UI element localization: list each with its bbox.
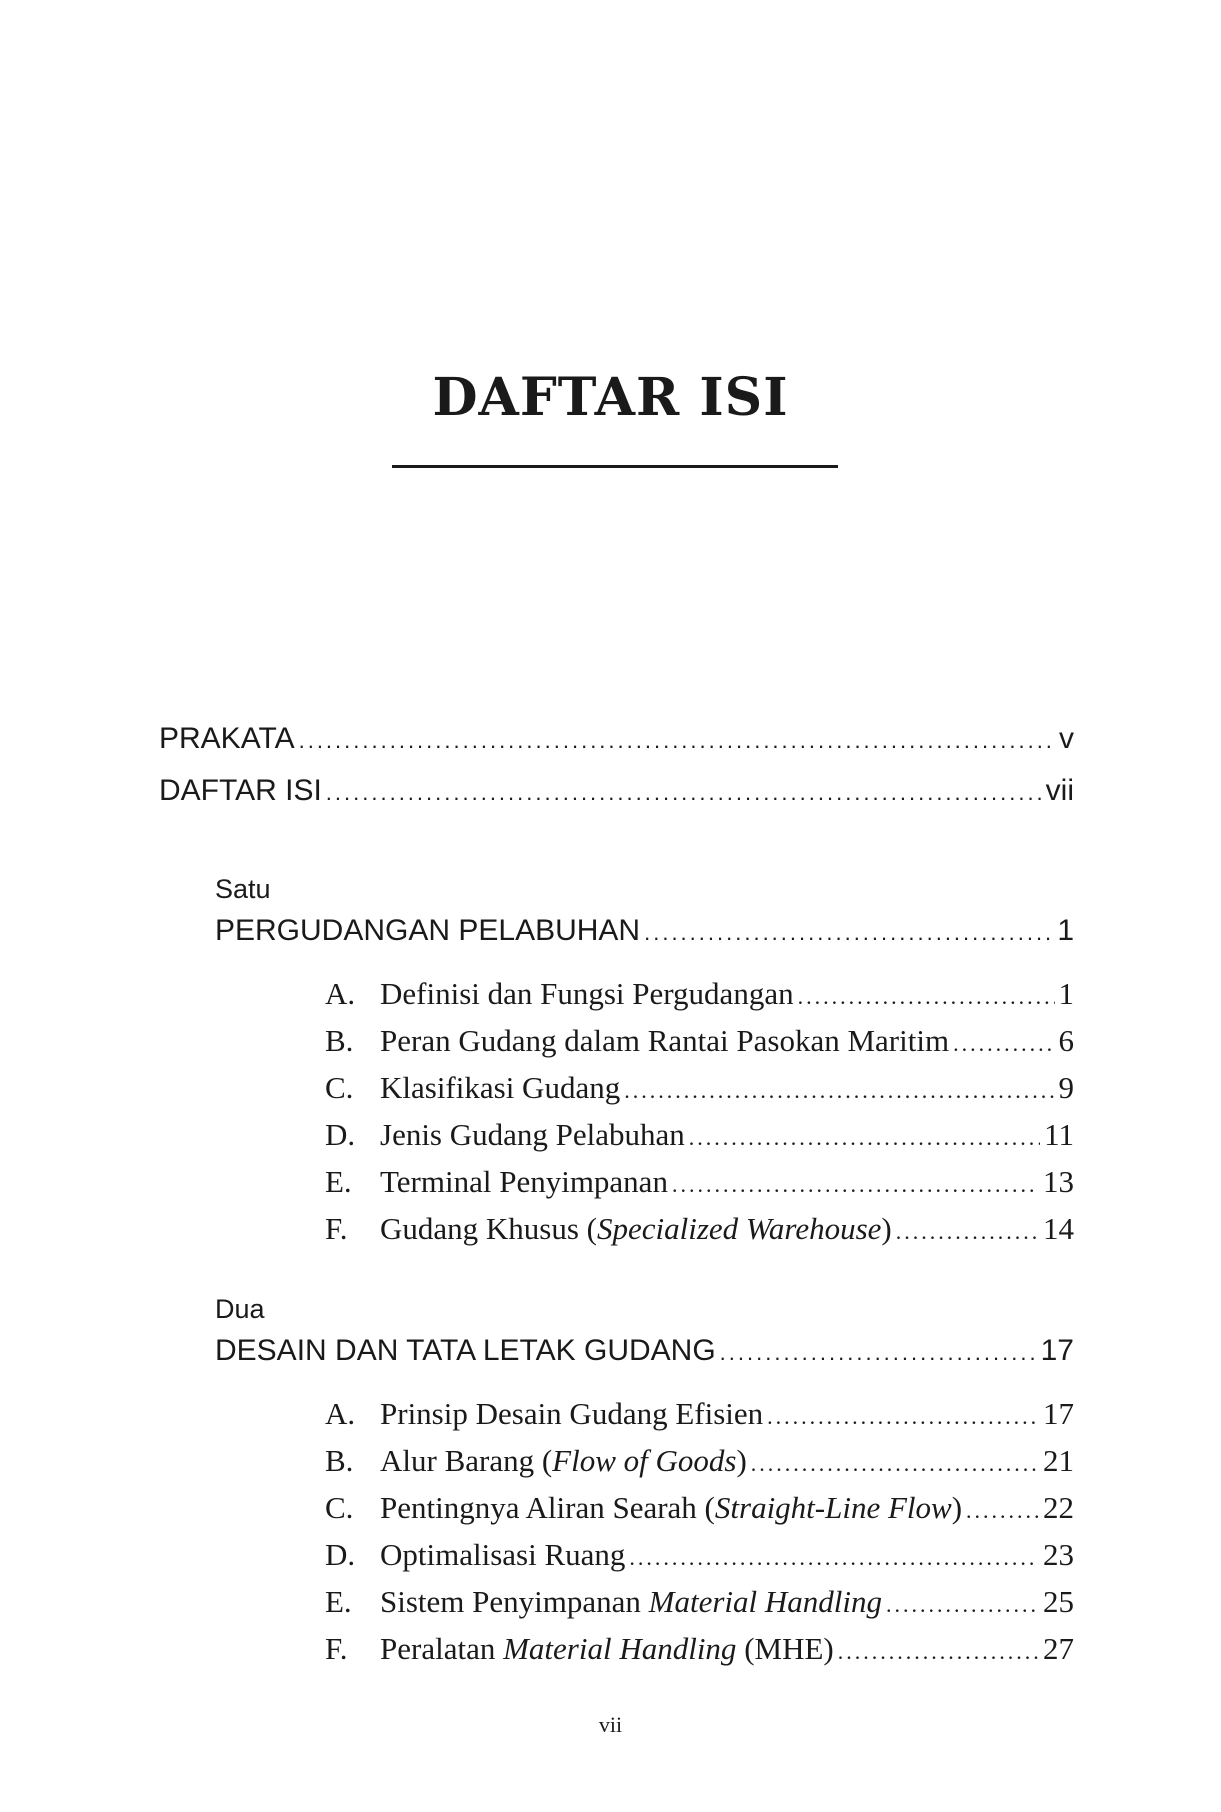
dot-leader <box>629 1545 1039 1571</box>
section-title: Definisi dan Fungsi Pergudangan <box>380 976 794 1011</box>
dot-leader <box>644 920 1053 946</box>
chapter-entry[interactable] <box>215 914 1074 948</box>
section-entry[interactable] <box>325 1490 1074 1526</box>
section-letter: A. <box>325 1396 356 1431</box>
section-page: 13 <box>1043 1164 1074 1199</box>
section-page: 1 <box>1058 976 1074 1011</box>
dot-leader <box>767 1404 1039 1430</box>
section-letter: E. <box>325 1164 352 1199</box>
section-page: 9 <box>1058 1070 1074 1105</box>
dot-leader <box>751 1451 1039 1477</box>
section-page: 21 <box>1043 1443 1074 1478</box>
section-entry[interactable] <box>325 1537 1074 1573</box>
section-entry[interactable] <box>325 1164 1074 1200</box>
section-page: 11 <box>1044 1117 1074 1152</box>
section-letter: A. <box>325 976 356 1011</box>
dot-leader <box>953 1031 1054 1057</box>
section-page: 17 <box>1043 1396 1074 1431</box>
section-letter: B. <box>325 1023 354 1058</box>
dot-leader <box>896 1219 1039 1245</box>
toc-entry-page: vii <box>1045 774 1074 807</box>
toc-entry[interactable] <box>159 722 1074 756</box>
chapter-title: PERGUDANGAN PELABUHAN <box>215 914 641 947</box>
dot-leader <box>838 1639 1039 1665</box>
section-entry[interactable] <box>325 1117 1074 1153</box>
section-title: Jenis Gudang Pelabuhan <box>380 1117 685 1152</box>
section-title: Sistem Penyimpanan Material Handling <box>380 1584 883 1619</box>
section-title: Optimalisasi Ruang <box>380 1537 626 1572</box>
chapter-page: 17 <box>1040 1334 1074 1367</box>
title-underline <box>392 465 838 468</box>
section-entry[interactable] <box>325 1023 1074 1059</box>
chapter-number: Satu <box>215 874 271 904</box>
dot-leader <box>326 780 1042 806</box>
dot-leader <box>689 1125 1040 1151</box>
page-number: vii <box>598 1712 623 1737</box>
section-entry[interactable] <box>325 1396 1074 1432</box>
section-letter: C. <box>325 1070 354 1105</box>
toc-entry-page: v <box>1059 722 1074 755</box>
dot-leader <box>672 1172 1039 1198</box>
chapter-number: Dua <box>215 1294 265 1324</box>
section-letter: D. <box>325 1117 356 1152</box>
section-page: 6 <box>1058 1023 1074 1058</box>
section-title: Prinsip Desain Gudang Efisien <box>380 1396 764 1431</box>
section-letter: F. <box>325 1631 348 1666</box>
dot-leader <box>966 1498 1039 1524</box>
dot-leader <box>798 984 1055 1010</box>
section-title: Pentingnya Aliran Searah (Straight-Line Flow) <box>380 1490 963 1525</box>
section-letter: F. <box>325 1211 348 1246</box>
section-title: Alur Barang (Flow of Goods) <box>380 1443 747 1478</box>
section-letter: B. <box>325 1443 354 1478</box>
chapter-entry[interactable] <box>215 1334 1074 1368</box>
section-page: 25 <box>1043 1584 1074 1619</box>
section-page: 14 <box>1043 1211 1074 1246</box>
section-entry[interactable] <box>325 1443 1074 1479</box>
section-entry[interactable] <box>325 1631 1074 1667</box>
section-entry[interactable] <box>325 1070 1074 1106</box>
section-page: 27 <box>1043 1631 1074 1666</box>
chapter-page: 1 <box>1057 914 1074 947</box>
dot-leader <box>720 1340 1037 1366</box>
section-title: Gudang Khusus (Specialized Warehouse) <box>380 1211 892 1246</box>
section-letter: D. <box>325 1537 356 1572</box>
section-letter: E. <box>325 1584 352 1619</box>
section-title: Peran Gudang dalam Rantai Pasokan Maritim <box>380 1023 950 1058</box>
section-title: Klasifikasi Gudang <box>380 1070 621 1105</box>
toc-entry[interactable] <box>159 774 1074 808</box>
section-title: Terminal Penyimpanan <box>380 1164 668 1199</box>
page-title: DAFTAR ISI <box>432 367 789 428</box>
chapter-title: DESAIN DAN TATA LETAK GUDANG <box>215 1334 716 1367</box>
section-entry[interactable] <box>325 1211 1074 1247</box>
dot-leader <box>299 728 1055 754</box>
toc-entry-title: PRAKATA <box>159 722 295 755</box>
section-entry[interactable] <box>325 1584 1074 1620</box>
section-entry[interactable] <box>325 976 1074 1012</box>
toc-entry-title: DAFTAR ISI <box>159 774 322 807</box>
section-title: Peralatan Material Handling (MHE) <box>380 1631 834 1666</box>
section-letter: C. <box>325 1490 354 1525</box>
section-page: 22 <box>1043 1490 1074 1525</box>
dot-leader <box>624 1078 1054 1104</box>
dot-leader <box>886 1592 1039 1618</box>
section-page: 23 <box>1043 1537 1074 1572</box>
